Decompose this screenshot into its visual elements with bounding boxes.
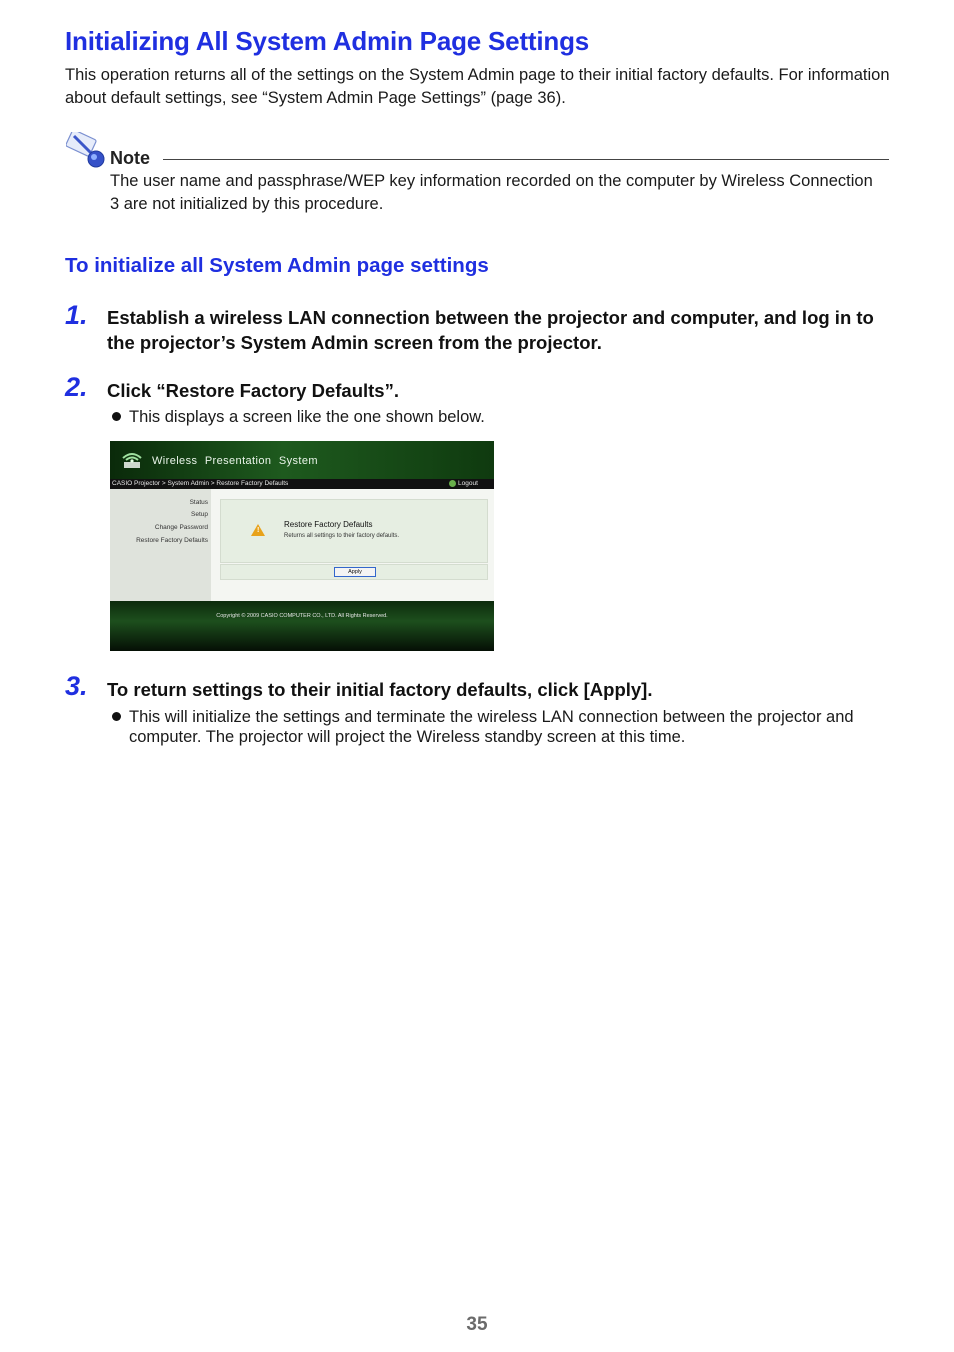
step-3-bullet: This will initialize the settings and terminate the wireless LAN connection between the projector and computer. The projector will project the Wireless standby screen at this time. — [129, 708, 854, 746]
sidebar-item-restore-defaults[interactable]: Restore Factory Defaults — [136, 537, 208, 544]
intro-paragraph: This operation returns all of the settings on the System Admin page to their initial factory defaults. For information about default settings, see “System Admin Page Settings” (page 36). — [65, 66, 890, 107]
bullet-dot — [112, 412, 121, 421]
restore-defaults-panel: ! Restore Factory Defaults Returns all settings to their factory defaults. — [220, 499, 488, 563]
screenshot-header — [110, 441, 494, 479]
system-admin-screenshot — [110, 441, 494, 651]
note-label: Note — [110, 148, 150, 168]
panel-description: Returns all settings to their factory defaults. — [284, 533, 400, 539]
panel-title: Restore Factory Defaults — [284, 520, 373, 529]
sidebar-item-status[interactable]: Status — [189, 499, 208, 506]
sidebar-item-change-password[interactable]: Change Password — [154, 524, 208, 531]
step-3-title: To return settings to their initial factory defaults, click [Apply]. — [107, 679, 653, 700]
step-2-bullet: This displays a screen like the one shown below. — [129, 408, 485, 426]
bullet-dot — [112, 712, 121, 721]
note-pencil-icon — [66, 132, 106, 172]
logout-link[interactable]: Logout — [458, 480, 478, 487]
step-3-number: 3. — [65, 671, 88, 701]
breadcrumb-bar — [110, 479, 494, 489]
note-text: The user name and passphrase/WEP key information recorded on the computer by Wireless Connection 3 are not initialized by this procedure. — [110, 172, 873, 213]
breadcrumb: CASIO Projector > System Admin > Restore Factory Defaults — [112, 480, 289, 487]
step-1-title: Establish a wireless LAN connection between the projector and computer, and log in to the projector’s System Admin screen from the projector. — [107, 307, 874, 353]
note-divider — [163, 159, 889, 160]
wireless-logo-icon — [120, 448, 144, 472]
apply-button[interactable]: Apply — [334, 567, 376, 577]
admin-sidebar — [110, 489, 211, 601]
sidebar-item-setup[interactable]: Setup — [191, 511, 208, 518]
copyright-text: Copyright © 2009 CASIO COMPUTER CO., LTD. All Rights Reserved. — [216, 613, 388, 619]
screenshot-footer — [110, 601, 494, 651]
step-1-number: 1. — [65, 300, 88, 330]
page-title: Initializing All System Admin Page Settings — [65, 26, 590, 56]
step-2-title: Click “Restore Factory Defaults”. — [107, 380, 399, 401]
page-number: 35 — [466, 1314, 488, 1335]
app-title: Wireless Presentation System — [152, 455, 318, 467]
apply-bar — [220, 564, 488, 580]
logout-icon — [449, 480, 456, 487]
section-heading: To initialize all System Admin page settings — [65, 254, 489, 277]
step-2-number: 2. — [65, 372, 88, 402]
